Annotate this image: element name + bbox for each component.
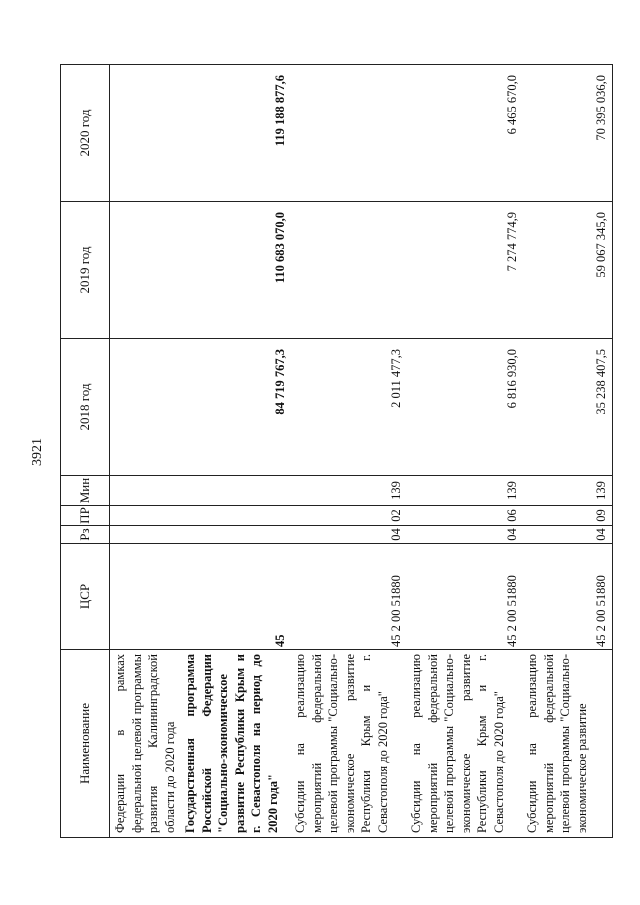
- budget-table: [60, 64, 613, 838]
- row-2018: 2 011 477,3: [290, 339, 406, 476]
- header-rz: Рз: [61, 526, 110, 544]
- row-min: [180, 476, 290, 506]
- row-min: [110, 476, 181, 506]
- row-name: Субсидии на реализацию мероприятий федеральной целевой программы "Социально-экономическое развитие Республики Крым и г. Севастополя до 2020 года": [290, 650, 406, 838]
- header-name: Наименование: [61, 650, 110, 838]
- row-pr: 02: [290, 506, 406, 526]
- row-2020: 70 395 036,0: [522, 65, 612, 202]
- table-row: [110, 65, 181, 838]
- row-min: 139: [522, 476, 612, 506]
- row-2020: 119 188 877,6: [180, 65, 290, 202]
- table-header: [61, 65, 110, 838]
- row-2020: 6 465 670,0: [406, 65, 522, 202]
- table-row: [290, 65, 406, 838]
- row-csr: 45: [180, 544, 290, 650]
- row-rz: [110, 526, 181, 544]
- row-csr: 45 2 00 51880: [290, 544, 406, 650]
- row-2019: 59 067 345,0: [522, 202, 612, 339]
- table-row: [522, 65, 612, 838]
- row-rz: [180, 526, 290, 544]
- header-2020: 2020 год: [61, 65, 110, 202]
- header-2019: 2019 год: [61, 202, 110, 339]
- header-2018: 2018 год: [61, 339, 110, 476]
- row-name: Государственная программа Российской Федерации "Социально-экономическое развитие Республики Крым и г. Севастополя на период до 2020 года": [180, 650, 290, 838]
- row-pr: [180, 506, 290, 526]
- header-csr: ЦСР: [61, 544, 110, 650]
- row-name: Субсидии на реализацию мероприятий федеральной целевой программы "Социально-экономическое развитие: [522, 650, 612, 838]
- row-min: 139: [290, 476, 406, 506]
- row-2018: [110, 339, 181, 476]
- row-rz: 04: [406, 526, 522, 544]
- row-rz: 04: [290, 526, 406, 544]
- row-2019: 7 274 774,9: [406, 202, 522, 339]
- table-row: [406, 65, 522, 838]
- table-row: [180, 65, 290, 838]
- header-pr: ПР: [61, 506, 110, 526]
- row-2018: 35 238 407,5: [522, 339, 612, 476]
- row-pr: [110, 506, 181, 526]
- row-2019: [290, 202, 406, 339]
- row-2018: 84 719 767,3: [180, 339, 290, 476]
- header-min: Мин: [61, 476, 110, 506]
- row-min: 139: [406, 476, 522, 506]
- row-2018: 6 816 930,0: [406, 339, 522, 476]
- row-csr: 45 2 00 51880: [406, 544, 522, 650]
- row-csr: 45 2 00 51880: [522, 544, 612, 650]
- row-2020: [290, 65, 406, 202]
- rotated-table-wrapper: [60, 64, 610, 838]
- row-name: Федерации в рамках федеральной целевой программы развития Калининградской области до 2020 года: [110, 650, 181, 838]
- row-csr: [110, 544, 181, 650]
- page-number: 3921: [30, 438, 45, 466]
- row-rz: 04: [522, 526, 612, 544]
- row-pr: 06: [406, 506, 522, 526]
- row-2020: [110, 65, 181, 202]
- row-2019: 110 683 070,0: [180, 202, 290, 339]
- row-pr: 09: [522, 506, 612, 526]
- row-name: Субсидии на реализацию мероприятий федеральной целевой программы "Социально-экономическое развитие Республики Крым и г. Севастополя до 2020 года": [406, 650, 522, 838]
- row-2019: [110, 202, 181, 339]
